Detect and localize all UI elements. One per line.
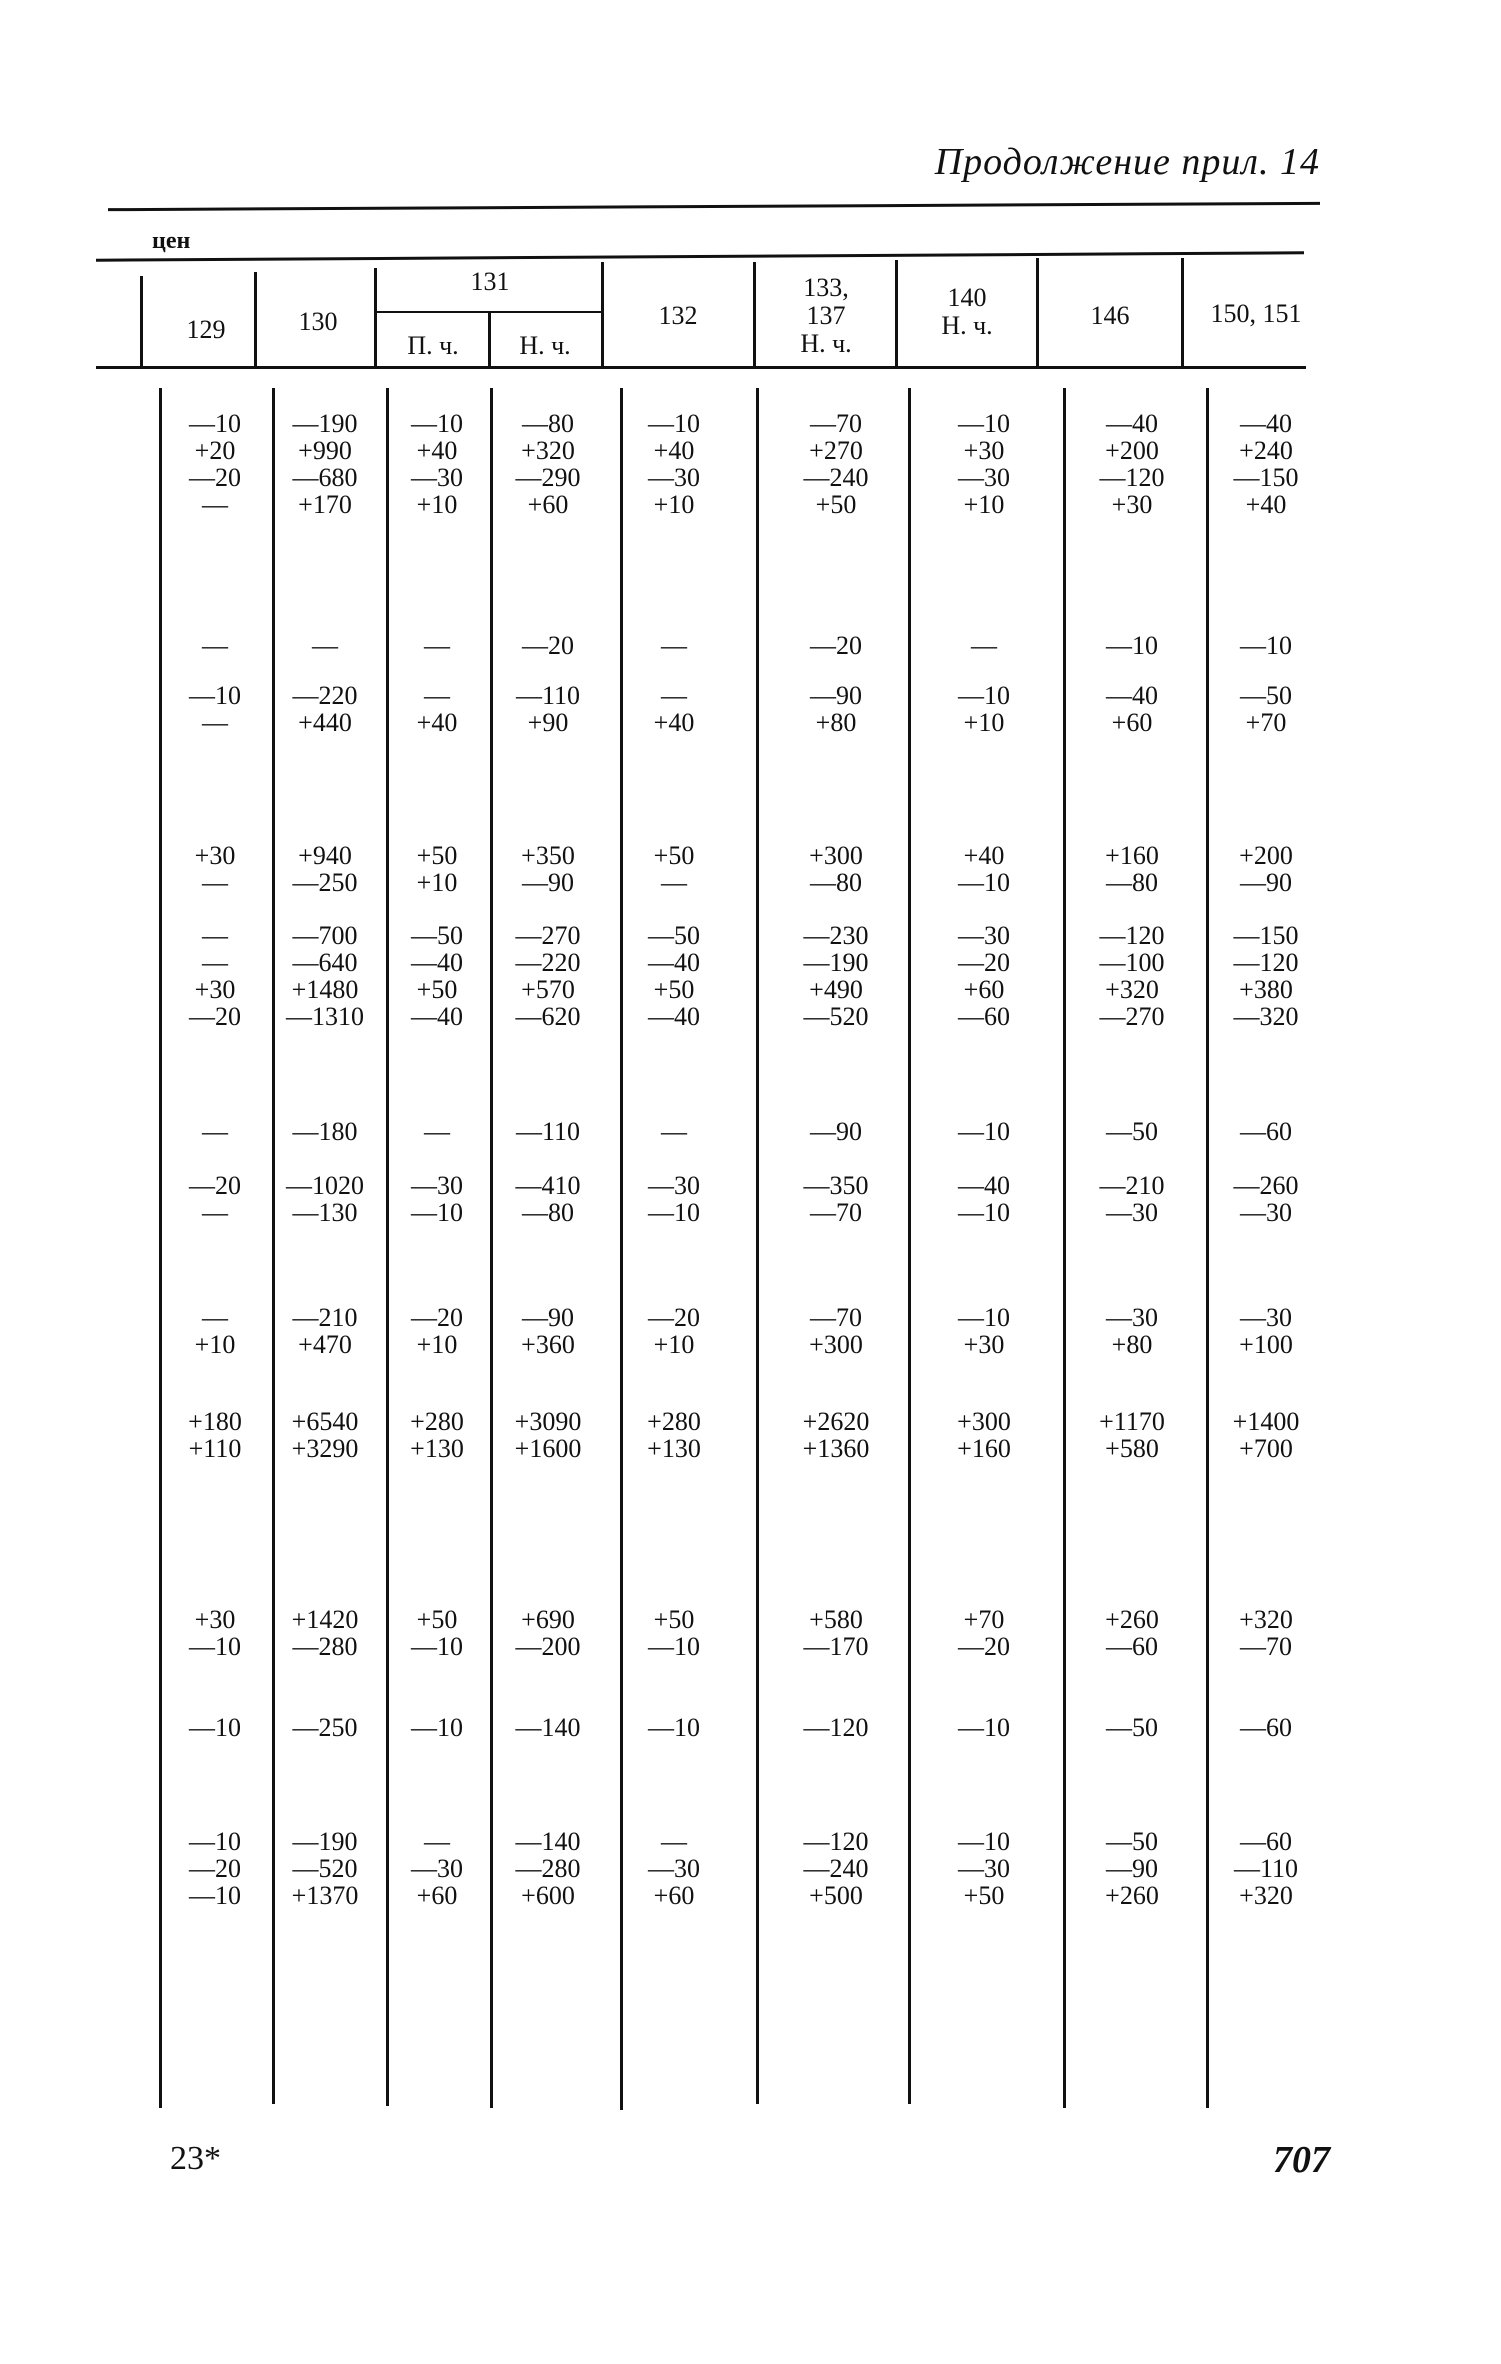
table-cell: —90 +360: [521, 1303, 575, 1359]
table-cell: —250: [292, 1713, 358, 1742]
table-cell: —10 +10: [958, 681, 1010, 737]
header-col-divider: [1181, 258, 1184, 368]
table-cell: —50 —40 +50 —40: [411, 921, 463, 1031]
table-cell: —120: [803, 1713, 869, 1742]
header-133-137: 133, 137 Н. ч.: [800, 273, 852, 358]
table-cell: —10 +30 —30 +10: [958, 409, 1010, 519]
table-cell: —10: [1240, 631, 1292, 660]
header-col-divider: [374, 268, 377, 368]
top-rule-lower: [96, 251, 1304, 261]
table-cell: —210 +470: [292, 1303, 358, 1359]
table-cell: +70 —20: [958, 1605, 1010, 1661]
table-cell: —: [661, 631, 687, 660]
header-150-151: 150, 151: [1210, 299, 1302, 328]
table-cell: —40 +240 —150 +40: [1233, 409, 1299, 519]
table-cell: —: [312, 631, 338, 660]
table-cell: +280 +130: [647, 1407, 701, 1463]
table-cell: —10 +30: [958, 1303, 1010, 1359]
table-cell: —30 —10: [411, 1171, 463, 1227]
table-cell: — —30 +60: [411, 1827, 463, 1910]
header-col-divider: [1036, 258, 1039, 368]
table-cell: —10: [1106, 631, 1158, 660]
table-cell: —230 —190 +490 —520: [803, 921, 869, 1031]
continued-word: цен: [152, 228, 191, 254]
table-cell: —90 +80: [810, 681, 862, 737]
table-cell: —10: [958, 1117, 1010, 1146]
table-cell: —10 —20 —10: [189, 1827, 241, 1910]
table-cell: —700 —640 +1480 —1310: [286, 921, 364, 1031]
table-cell: +180 +110: [188, 1407, 242, 1463]
table-cell: —40 +200 —120 +30: [1099, 409, 1165, 519]
table-cell: —410 —80: [515, 1171, 581, 1227]
header-131: 131: [470, 267, 510, 296]
table-cell: —150 —120 +380 —320: [1233, 921, 1299, 1031]
table-cell: —270 —220 +570 —620: [515, 921, 581, 1031]
table-cell: —210 —30: [1099, 1171, 1165, 1227]
table-cell: —1020 —130: [286, 1171, 364, 1227]
table-cell: —70 +300: [809, 1303, 863, 1359]
table-cell: —80 +320 —290 +60: [515, 409, 581, 519]
table-cell: +50 +10: [416, 841, 458, 897]
table-cell: —110 +90: [515, 681, 581, 737]
header-132: 132: [658, 301, 698, 330]
table-cell: +690 —200: [515, 1605, 581, 1661]
table-cell: +1420 —280: [291, 1605, 359, 1661]
table-cell: —350 —70: [803, 1171, 869, 1227]
table-cell: +30 —: [194, 841, 236, 897]
table-cell: —30 —10: [648, 1171, 700, 1227]
header-col-divider: [488, 312, 491, 368]
table-cell: +50 —10: [411, 1605, 463, 1661]
signature-mark: 23*: [170, 2140, 221, 2177]
table-cell: —60 —110 +320: [1233, 1827, 1299, 1910]
table-cell: —10 —30 +50: [958, 1827, 1010, 1910]
table-cell: —120 —240 +500: [803, 1827, 869, 1910]
table-cell: +300 —80: [809, 841, 863, 897]
header-130: 130: [298, 307, 338, 336]
table-cell: —180: [292, 1117, 358, 1146]
table-cell: —50 —40 +50 —40: [648, 921, 700, 1031]
header-146: 146: [1090, 301, 1130, 330]
table-cell: —110: [515, 1117, 581, 1146]
header-131-sub-1: П. ч.: [407, 331, 459, 360]
table-cell: — — +30 —20: [189, 921, 241, 1031]
table-cell: +200 —90: [1239, 841, 1293, 897]
table-cell: +40 —10: [958, 841, 1010, 897]
header-col-divider: [753, 262, 756, 368]
table-cell: —: [202, 1117, 228, 1146]
table-cell: +350 —90: [521, 841, 575, 897]
table-cell: +6540 +3290: [291, 1407, 359, 1463]
table-cell: +2620 +1360: [802, 1407, 870, 1463]
header-bottom-rule: [96, 366, 1306, 369]
top-rule-upper: [108, 202, 1320, 211]
table-cell: +1170 +580: [1099, 1407, 1165, 1463]
table-cell: +580 —170: [803, 1605, 869, 1661]
table-cell: +320 —70: [1239, 1605, 1293, 1661]
table-cell: —20 +10: [411, 1303, 463, 1359]
table-cell: — +40: [416, 681, 458, 737]
table-cell: —10 +20 —20 —: [189, 409, 241, 519]
table-cell: —10: [189, 1713, 241, 1742]
table-cell: —140 —280 +600: [515, 1827, 581, 1910]
table-cell: —90: [810, 1117, 862, 1146]
table-cell: +160 —80: [1105, 841, 1159, 897]
table-cell: +30 —10: [189, 1605, 241, 1661]
header-131-sub-2: Н. ч.: [519, 331, 571, 360]
header-129: 129: [186, 315, 226, 344]
table-cell: —60: [1240, 1117, 1292, 1146]
table-cell: —220 +440: [292, 681, 358, 737]
table-cell: —30 +100: [1239, 1303, 1293, 1359]
table-cell: —40 —10: [958, 1171, 1010, 1227]
table-cell: —10 +40 —30 +10: [648, 409, 700, 519]
table-cell: —10 —: [189, 681, 241, 737]
table-cell: +50 —10: [648, 1605, 700, 1661]
page-number: 707: [1273, 2139, 1330, 2181]
table-cell: —260 —30: [1233, 1171, 1299, 1227]
table-cell: —120 —100 +320 —270: [1099, 921, 1165, 1031]
table-cell: — +10: [194, 1303, 236, 1359]
table-cell: +1400 +700: [1232, 1407, 1300, 1463]
table-cell: +50 —: [653, 841, 695, 897]
table-cell: —20: [810, 631, 862, 660]
body-col-divider: [908, 388, 911, 2104]
header-col-divider: [254, 272, 257, 368]
table-cell: +940 —250: [292, 841, 358, 897]
header-140: 140 Н. ч.: [941, 283, 993, 340]
table-cell: —20 +10: [648, 1303, 700, 1359]
table-cell: +260 —60: [1105, 1605, 1159, 1661]
table-cell: +280 +130: [410, 1407, 464, 1463]
header-col-divider: [895, 260, 898, 368]
table-cell: — —30 +60: [648, 1827, 700, 1910]
table-cell: —40 +60: [1106, 681, 1158, 737]
body-col-divider: [1063, 388, 1066, 2108]
table-cell: —10: [958, 1713, 1010, 1742]
table-cell: —20: [522, 631, 574, 660]
table-cell: —50 —90 +260: [1105, 1827, 1159, 1910]
table-cell: —50: [1106, 1713, 1158, 1742]
table-cell: —140: [515, 1713, 581, 1742]
table-cell: —10 +40 —30 +10: [411, 409, 463, 519]
table-cell: —: [424, 1117, 450, 1146]
table-cell: —10: [648, 1713, 700, 1742]
table-cell: —: [424, 631, 450, 660]
table-cell: —70 +270 —240 +50: [803, 409, 869, 519]
running-title: Продолжение прил. 14: [934, 141, 1320, 183]
body-col-divider: [756, 388, 759, 2104]
table-cell: —30 —20 +60 —60: [958, 921, 1010, 1031]
table-cell: —: [661, 1117, 687, 1146]
table-cell: —10: [411, 1713, 463, 1742]
table-cell: —50: [1106, 1117, 1158, 1146]
table-cell: —: [971, 631, 997, 660]
table-cell: —50 +70: [1240, 681, 1292, 737]
table-cell: —20 —: [189, 1171, 241, 1227]
table-cell: — +40: [653, 681, 695, 737]
table-cell: —60: [1240, 1713, 1292, 1742]
table-cell: —30 +80: [1106, 1303, 1158, 1359]
header-col-divider: [140, 276, 143, 368]
table-cell: —: [202, 631, 228, 660]
header-col-divider: [601, 262, 604, 368]
table-cell: +3090 +1600: [514, 1407, 582, 1463]
table-cell: —190 +990 —680 +170: [292, 409, 358, 519]
table-cell: +300 +160: [957, 1407, 1011, 1463]
table-cell: —190 —520 +1370: [291, 1827, 359, 1910]
